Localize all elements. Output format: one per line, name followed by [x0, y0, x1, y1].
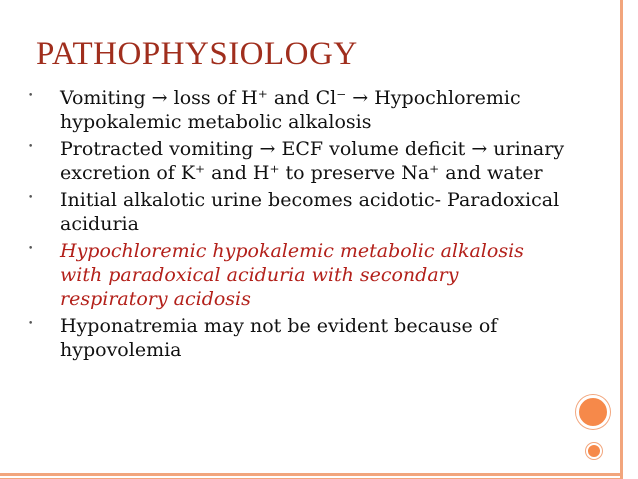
bullet-item-highlighted [28, 239, 568, 311]
slide-title: PATHOPHYSIOLOGY [36, 36, 358, 72]
bullet-item [28, 137, 568, 185]
bullet-icon: • [28, 244, 34, 254]
bullet-list [28, 86, 568, 365]
bullet-text: Protracted vomiting → ECF volume deficit → urinary excretion of K⁺ and H⁺ to preserve Na⁺ and water [60, 138, 565, 184]
slide-border-right [620, 0, 623, 479]
bullet-icon: • [28, 142, 34, 152]
decorative-circle-small [586, 443, 602, 459]
bullet-text: Initial alkalotic urine becomes acidotic- Paradoxical aciduria [60, 189, 560, 235]
bullet-item [28, 314, 568, 362]
slide-border-bottom [0, 473, 620, 476]
bullet-text: Vomiting → loss of H⁺ and Cl⁻ → Hypochloremic hypokalemic metabolic alkalosis [60, 87, 521, 133]
bullet-text: Hyponatremia may not be evident because of hypovolemia [60, 315, 498, 361]
bullet-item [28, 86, 568, 134]
bullet-icon: • [28, 193, 34, 203]
bullet-icon: • [28, 91, 34, 101]
bullet-item [28, 188, 568, 236]
bullet-icon: • [28, 319, 34, 329]
bullet-text: Hypochloremic hypokalemic metabolic alkalosis with paradoxical aciduria with secondary respiratory acidosis [60, 240, 524, 310]
decorative-circle-large [576, 395, 610, 429]
